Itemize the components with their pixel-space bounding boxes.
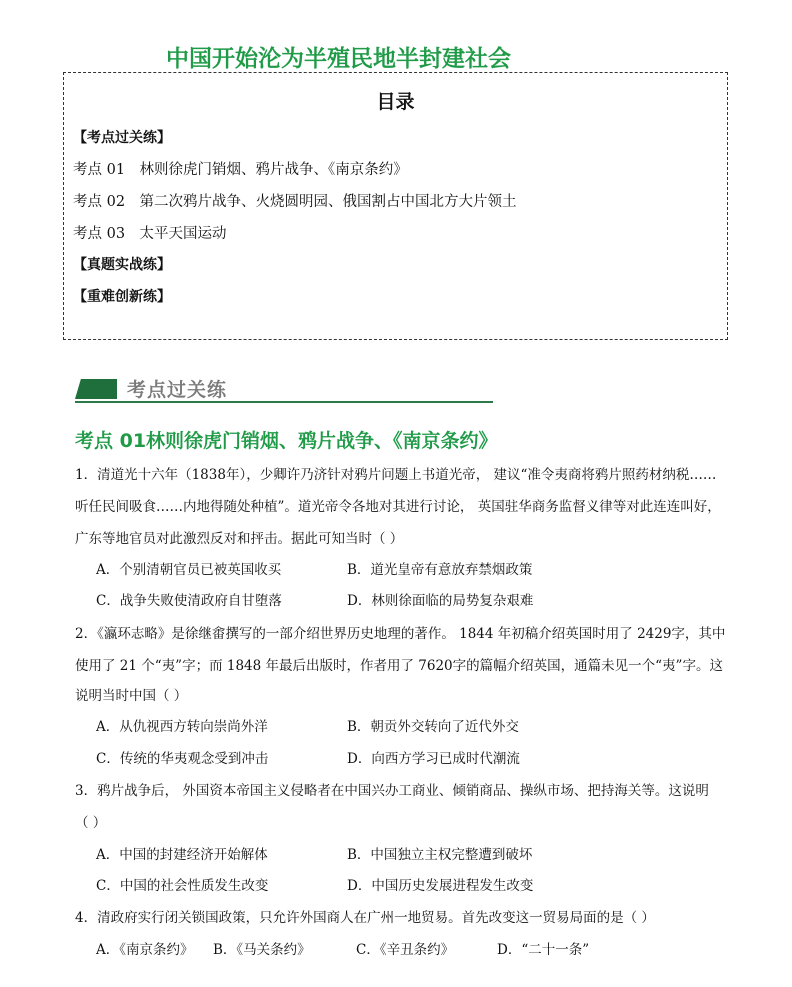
question-3-option-b: B．中国独立主权完整遭到破坏: [347, 847, 533, 863]
question-1-line-1: 1．清道光十六年（1838年），少卿许乃济针对鸦片问题上书道光帝， 建议“准令夷商将鸦片照药材纳税……: [75, 467, 717, 483]
toc-item: 考点 02 第二次鸦片战争、火烧圆明园、俄国割占中国北方大片领土: [73, 194, 517, 210]
question-2-line-2: 使用了 21 个“夷”字；而 1848 年最后出版时，作者用了 7620字的篇幅介绍英国，通篇未见一个“夷”字。这: [75, 658, 723, 674]
banner-bar-decoration: [75, 379, 117, 399]
question-1-line-3: 广东等地官员对此激烈反对和抨击。据此可知当时（ ）: [75, 531, 404, 547]
banner-underline: [75, 401, 493, 403]
toc-item: 考点 01 林则徐虎门销烟、鸦片战争、《南京条约》: [73, 162, 408, 178]
question-1-line-2: 听任民间吸食……内地得随处种植”。道光帝令各地对其进行讨论， 英国驻华商务监督义律等对此连连叫好，: [75, 499, 721, 515]
table-of-contents: [63, 72, 728, 340]
question-3-option-a: A．中国的封建经济开始解体: [96, 847, 268, 863]
toc-item: 考点 03 太平天国运动: [73, 226, 227, 242]
point-heading: 考点 01林则徐虎门销烟、鸦片战争、《南京条约》: [75, 430, 498, 452]
toc-item: 【重难创新练】: [73, 289, 171, 305]
document-title: 中国开始沦为半殖民地半封建社会: [166, 46, 511, 72]
section-banner: [75, 372, 493, 406]
question-2-option-b: B．朝贡外交转向了近代外交: [347, 719, 519, 735]
question-3-option-c: C．中国的社会性质发生改变: [96, 878, 269, 894]
question-2-option-c: C．传统的华夷观念受到冲击: [96, 751, 269, 767]
toc-item: 【考点过关练】: [73, 130, 171, 146]
question-3-line-2: （ ）: [75, 815, 107, 831]
question-4-option-b: B．《马关条约》: [213, 942, 311, 958]
question-1-option-a: A．个别清朝官员已被英国收买: [96, 562, 282, 578]
toc-title: 目录: [376, 91, 415, 113]
question-4-option-c: C．《辛丑条约》: [356, 942, 455, 958]
question-4-option-d: D．“二十一条”: [497, 942, 590, 958]
question-3-option-d: D．中国历史发展进程发生改变: [347, 878, 534, 894]
question-4-line-1: 4．清政府实行闭关锁国政策，只允许外国商人在广州一地贸易。首先改变这一贸易局面的是（ ）: [75, 910, 655, 926]
toc-item: 【真题实战练】: [73, 257, 171, 273]
section-banner-label: 考点过关练: [127, 379, 228, 401]
question-1-option-b: B．道光皇帝有意放弃禁烟政策: [347, 562, 533, 578]
question-2-line-3: 说明当时中国（ ）: [75, 688, 188, 704]
question-2-line-1: 2．《瀛环志略》是徐继畬撰写的一部介绍世界历史地理的著作。 1844 年初稿介绍英国时用了 2429字，其中: [75, 626, 726, 642]
question-1-option-d: D．林则徐面临的局势复杂艰难: [347, 593, 534, 609]
question-4-option-a: A．《南京条约》: [96, 942, 194, 958]
question-2-option-d: D．向西方学习已成时代潮流: [347, 751, 520, 767]
question-2-option-a: A．从仇视西方转向崇尚外洋: [96, 719, 268, 735]
question-3-line-1: 3．鸦片战争后， 外国资本帝国主义侵略者在中国兴办工商业、倾销商品、操纵市场、把持海关等。这说明: [75, 783, 709, 799]
question-1-option-c: C．战争失败使清政府自甘堕落: [96, 593, 282, 609]
